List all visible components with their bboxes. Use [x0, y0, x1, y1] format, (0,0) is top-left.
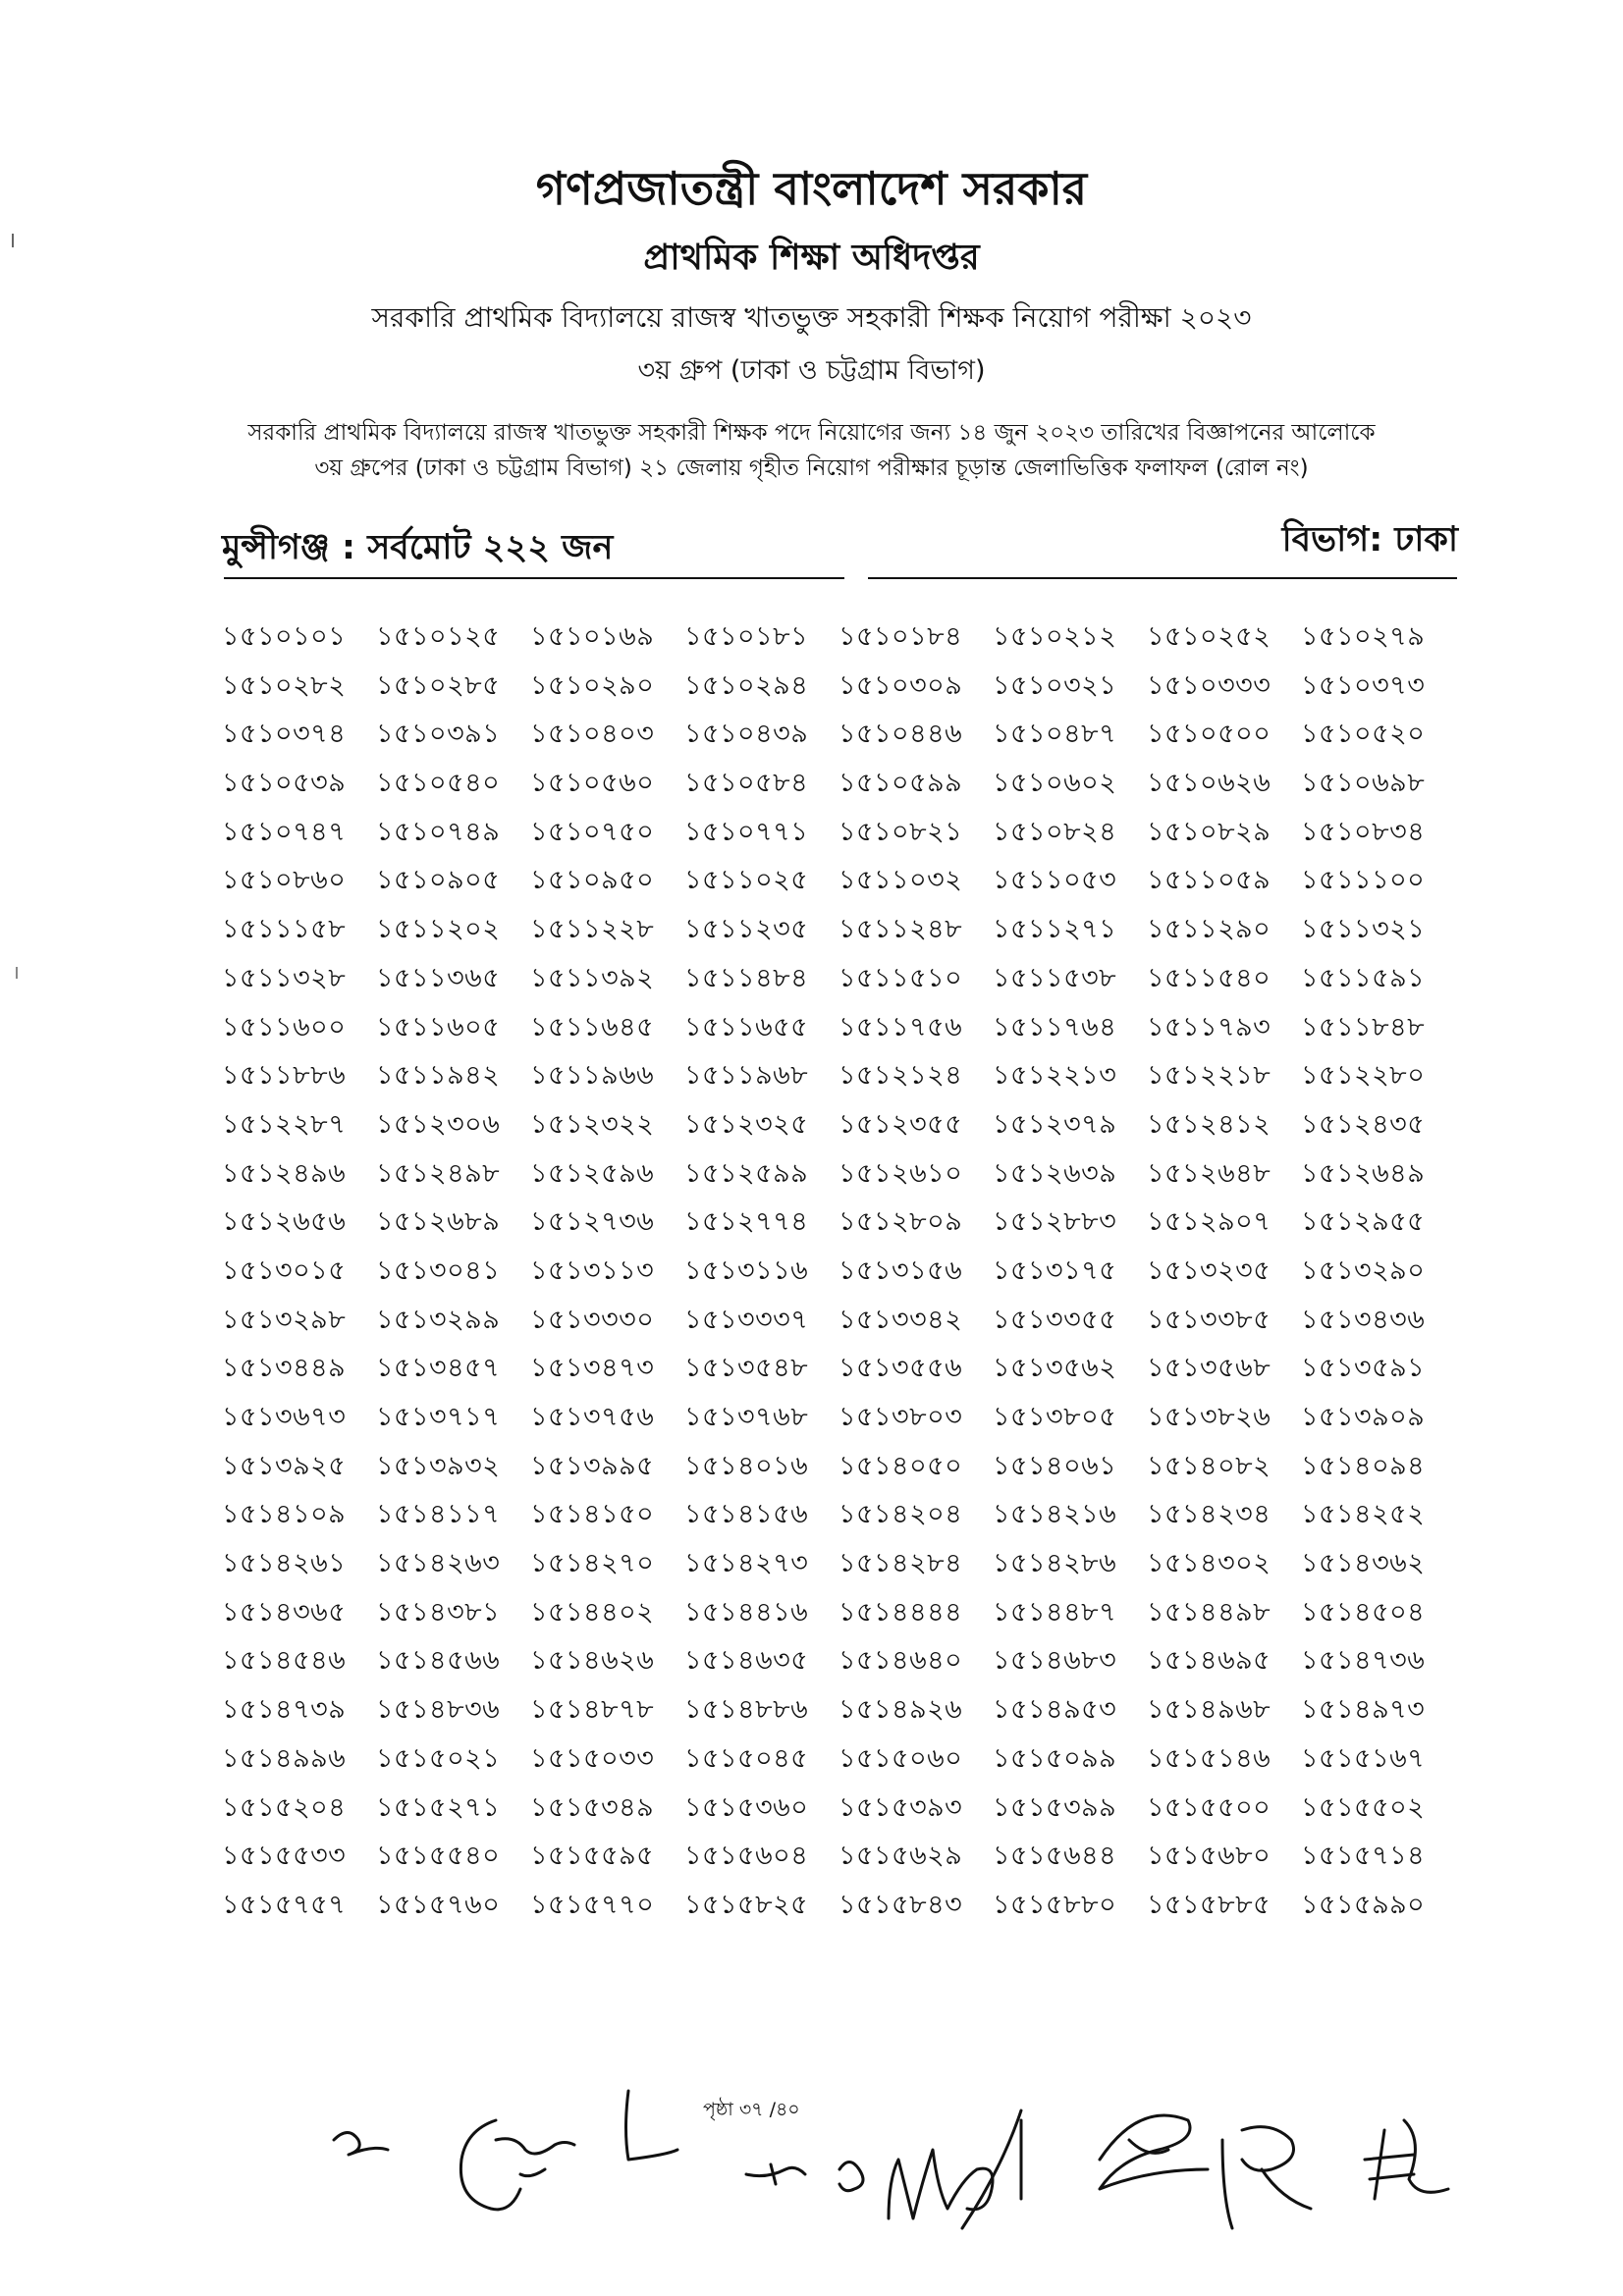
roll-number: ১৫১৪৬৪০: [839, 1645, 963, 1677]
roll-number: ১৫১২৫৯৬: [530, 1157, 655, 1189]
roll-number: ১৫১৩২৯৯: [376, 1304, 501, 1335]
roll-number: ১৫১১৯৬৮: [684, 1060, 809, 1092]
roll-number: ১৫১৪৫৪৬: [222, 1645, 347, 1677]
roll-number: ১৫১৩৭১৭: [376, 1402, 501, 1432]
roll-number: ১৫১২৯৫৫: [1301, 1206, 1426, 1238]
roll-number: ১৫১১৬০০: [222, 1011, 347, 1042]
roll-number: ১৫১২৬৮৯: [376, 1206, 501, 1238]
roll-number: ১৫১১৩৯২: [530, 962, 655, 993]
roll-number: ১৫১২২১৮: [1147, 1060, 1271, 1092]
roll-number: ১৫১৫৩৯৯: [993, 1791, 1117, 1823]
roll-number: ১৫১৫৫৪০: [376, 1841, 501, 1872]
roll-number: ১৫১০৭৪৭: [222, 816, 347, 847]
roll-number: ১৫১৪০৯৪: [1301, 1450, 1426, 1481]
roll-number: ১৫১৫১৬৭: [1301, 1742, 1426, 1774]
roll-number: ১৫১১৭৫৬: [839, 1011, 963, 1042]
roll-number: ১৫১৪৯২৬: [839, 1694, 963, 1726]
roll-row: [222, 1201, 1488, 1251]
roll-number: ১৫১৫৩৬০: [684, 1791, 809, 1823]
roll-number: ১৫১৩৫৪৮: [684, 1353, 809, 1384]
roll-number: ১৫১৩৩৫৫: [993, 1304, 1117, 1335]
roll-number: ১৫১০৩০৯: [839, 669, 963, 701]
roll-number: ১৫১১০৫৯: [1147, 865, 1271, 896]
roll-number: ১৫১২৮৮৩: [993, 1206, 1117, 1238]
roll-number: ১৫১৪০৬১: [993, 1450, 1117, 1481]
roll-number: ১৫১২৬৫৬: [222, 1206, 347, 1238]
roll-row: [222, 1885, 1488, 1934]
roll-number: ১৫১৪৬৯৫: [1147, 1645, 1271, 1677]
roll-row: [222, 860, 1488, 909]
signature-mark: [334, 2133, 388, 2156]
roll-number: ১৫১১৯৬৬: [530, 1060, 655, 1092]
roll-row: [222, 1788, 1488, 1837]
roll-number: ১৫১২৫৯৯: [684, 1157, 809, 1189]
roll-number: ১৫১৩৩৩০: [530, 1304, 655, 1335]
roll-number: ১৫১৫৯৯০: [1301, 1889, 1426, 1920]
roll-number: ১৫১৩২৯০: [1301, 1255, 1426, 1286]
roll-number: ১৫১১৪৮৪: [684, 962, 809, 993]
roll-number: ১৫১৪৬৮৩: [993, 1645, 1117, 1677]
roll-number: ১৫১২৪১২: [1147, 1108, 1271, 1140]
roll-number: ১৫১৩৯৩২: [376, 1450, 501, 1481]
roll-number: ১৫১৫৫৯৫: [530, 1841, 655, 1872]
roll-number: ১৫১৩১৭৫: [993, 1255, 1117, 1286]
roll-number: ১৫১১৬৫৫: [684, 1011, 809, 1042]
divider-line: [224, 577, 844, 579]
roll-number: ১৫১০৫০০: [1147, 719, 1271, 750]
roll-number: ১৫১৩৩৩৭: [684, 1304, 809, 1335]
roll-number: ১৫১৫০৬০: [839, 1742, 963, 1774]
roll-number: ১৫১১৮৪৮: [1301, 1011, 1426, 1042]
roll-number: ১৫১১৭৬৪: [993, 1011, 1117, 1042]
roll-number: ১৫১৩৫৯১: [1301, 1353, 1426, 1384]
roll-number: ১৫১৪৪৯৮: [1147, 1596, 1271, 1628]
roll-number: ১৫১০৭৪৯: [376, 816, 501, 847]
roll-number: ১৫১৩৪৫৭: [376, 1353, 501, 1384]
roll-number: ১৫১১০৫৩: [993, 865, 1117, 896]
roll-number: ১৫১৪২৩৪: [1147, 1499, 1271, 1530]
roll-number: ১৫১২৭৩৬: [530, 1206, 655, 1238]
roll-number: ১৫১৩৯০৯: [1301, 1402, 1426, 1432]
roll-number: ১৫১০৪৮৭: [993, 719, 1117, 750]
roll-number: ১৫১১৮৮৬: [222, 1060, 347, 1092]
roll-number: ১৫১৩০১৫: [222, 1255, 347, 1286]
roll-number: ১৫১৫২০৪: [222, 1791, 347, 1823]
roll-number: ১৫১০৪৩৯: [684, 719, 809, 750]
roll-number: ১৫১৪৩৬২: [1301, 1548, 1426, 1579]
roll-number: ১৫১২২৮০: [1301, 1060, 1426, 1092]
roll-number: ১৫১৩২৯৮: [222, 1304, 347, 1335]
roll-row: [222, 1446, 1488, 1495]
roll-number: ১৫১১৫৯১: [1301, 962, 1426, 993]
directorate-title: প্রাথমিক শিক্ষা অধিদপ্তর: [643, 238, 980, 278]
roll-number: ১৫১৪১৫০: [530, 1499, 655, 1530]
roll-number: ১৫১৫৭৫৭: [222, 1889, 347, 1920]
roll-row: [222, 1592, 1488, 1641]
roll-number: ১৫১২২৮৭: [222, 1108, 347, 1140]
roll-number: ১৫১০৭৫০: [530, 816, 655, 847]
roll-row: [222, 714, 1488, 763]
roll-number: ১৫১৩৪৭৩: [530, 1353, 655, 1384]
roll-number: ১৫১৪৩৮১: [376, 1596, 501, 1628]
roll-number: ১৫১৫৫০০: [1147, 1791, 1271, 1823]
roll-number: ১৫১৪৯৬৮: [1147, 1694, 1271, 1726]
roll-number: ১৫১৫১৪৬: [1147, 1742, 1271, 1774]
roll-number: ১৫১৫৬২৯: [839, 1841, 963, 1872]
roll-number: ১৫১৫৮৮০: [993, 1889, 1117, 1920]
roll-number: ১৫১৪৬৩৫: [684, 1645, 809, 1677]
roll-number: ১৫১৪৪৪৪: [839, 1596, 963, 1628]
roll-number: ১৫১৫৬৪৪: [993, 1841, 1117, 1872]
roll-number: ১৫১৩৭৬৮: [684, 1402, 809, 1432]
roll-number: ১৫১৩৩৮৫: [1147, 1304, 1271, 1335]
roll-row: [222, 909, 1488, 958]
roll-number: ১৫১৩৬৭৩: [222, 1402, 347, 1432]
roll-number: ১৫১২২১৩: [993, 1060, 1117, 1092]
roll-number: ১৫১৩৫৬৮: [1147, 1353, 1271, 1384]
roll-number: ১৫১২৬৩৯: [993, 1157, 1117, 1189]
roll-number: ১৫১১৫৪০: [1147, 962, 1271, 993]
roll-number: ১৫১৪৩০২: [1147, 1548, 1271, 1579]
roll-number: ১৫১০১৮৪: [839, 621, 963, 652]
signature-mark: [1365, 2120, 1448, 2199]
roll-number: ১৫১৫৫০২: [1301, 1791, 1426, 1823]
roll-row: [222, 1689, 1488, 1738]
roll-number: ১৫১০২১২: [993, 621, 1117, 652]
roll-number: ১৫১০৩৯১: [376, 719, 501, 750]
roll-number: ১৫১০৮২১: [839, 816, 963, 847]
roll-number: ১৫১৩১১৩: [530, 1255, 655, 1286]
roll-number: ১৫১৫৭৭০: [530, 1889, 655, 1920]
roll-number: ১৫১১২৪৮: [839, 914, 963, 945]
roll-number: ১৫১২৭৭৪: [684, 1206, 809, 1238]
roll-number: ১৫১৪১৫৬: [684, 1499, 809, 1530]
roll-number: ১৫১৩১৫৬: [839, 1255, 963, 1286]
roll-number: ১৫১২৩২৫: [684, 1108, 809, 1140]
roll-number: ১৫১৪৯৭৩: [1301, 1694, 1426, 1726]
roll-number: ১৫১২১২৪: [839, 1060, 963, 1092]
roll-row: [222, 1494, 1488, 1543]
roll-number: ১৫১৫৩৯৩: [839, 1791, 963, 1823]
roll-number: ১৫১৩৫৫৬: [839, 1353, 963, 1384]
roll-row: [222, 1055, 1488, 1104]
margin-mark: [16, 967, 18, 979]
roll-number: ১৫১৪২৬১: [222, 1548, 347, 1579]
roll-number: ১৫১০৩৭৩: [1301, 669, 1426, 701]
roll-number: ১৫১১৫১০: [839, 962, 963, 993]
signature-mark: [746, 2163, 863, 2191]
roll-row: [222, 1543, 1488, 1592]
roll-number: ১৫১১৫৩৮: [993, 962, 1117, 993]
roll-number: ১৫১০৮৬০: [222, 865, 347, 896]
roll-number: ১৫১০৮২৪: [993, 816, 1117, 847]
roll-number: ১৫১৪১১৭: [376, 1499, 501, 1530]
divider-line: [868, 577, 1457, 579]
roll-number: ১৫১০২৫২: [1147, 621, 1271, 652]
roll-number: ১৫১২৬৪৮: [1147, 1157, 1271, 1189]
roll-row: [222, 666, 1488, 715]
roll-number: ১৫১১১০০: [1301, 865, 1426, 896]
roll-number: ১৫১০৩৩৩: [1147, 669, 1271, 701]
roll-number: ১৫১০৬৯৮: [1301, 768, 1426, 799]
district-heading: মুন্সীগঞ্জ : সর্বমোট ২২২ জন: [222, 528, 614, 567]
roll-row: [222, 1738, 1488, 1788]
roll-number: ১৫১০৫৮৪: [684, 768, 809, 799]
roll-number: ১৫১২৩২২: [530, 1108, 655, 1140]
roll-number: ১৫১৩৪৪৯: [222, 1353, 347, 1384]
roll-number: ১৫১৫৩৪৯: [530, 1791, 655, 1823]
roll-number: ১৫১৫২৭১: [376, 1791, 501, 1823]
roll-row: [222, 1397, 1488, 1446]
roll-number: ১৫১৩৪৩৬: [1301, 1304, 1426, 1335]
signature-mark: [1100, 2115, 1208, 2189]
signature-mark: [889, 2110, 1021, 2228]
roll-number: ১৫১৫৫৩৩: [222, 1841, 347, 1872]
roll-number: ১৫১৫৭৬০: [376, 1889, 501, 1920]
roll-row: [222, 1640, 1488, 1689]
roll-number: ১৫১০২৭৯: [1301, 621, 1426, 652]
roll-number: ১৫১৪২৬৩: [376, 1548, 501, 1579]
roll-row: [222, 1836, 1488, 1885]
roll-number: ১৫১৫০৩৩: [530, 1742, 655, 1774]
signatures: [324, 2081, 1600, 2287]
roll-number: ১৫১০৬২৬: [1147, 768, 1271, 799]
roll-number: ১৫১১১৫৮: [222, 914, 347, 945]
exam-title: সরকারি প্রাথমিক বিদ্যালয়ে রাজস্ব খাতভুক্ত সহকারী শিক্ষক নিয়োগ পরীক্ষা ২০২৩: [371, 301, 1252, 334]
roll-row: [222, 958, 1488, 1007]
roll-number: ১৫১১৯৪২: [376, 1060, 501, 1092]
roll-number: ১৫১৩৮০৫: [993, 1402, 1117, 1432]
roll-number: ১৫১৪০১৬: [684, 1450, 809, 1481]
roll-number: ১৫১০৯০৫: [376, 865, 501, 896]
roll-number: ১৫১২৯০৭: [1147, 1206, 1271, 1238]
roll-number: ১৫১৩৩৪২: [839, 1304, 963, 1335]
roll-number: ১৫১৩৯৯৫: [530, 1450, 655, 1481]
roll-number: ১৫১১২০২: [376, 914, 501, 945]
roll-row: [222, 812, 1488, 861]
roll-number: ১৫১৩৮২৬: [1147, 1402, 1271, 1432]
roll-number: ১৫১৪২০৪: [839, 1499, 963, 1530]
roll-number: ১৫১৫৭১৪: [1301, 1841, 1426, 1872]
roll-row: [222, 1251, 1488, 1300]
notice-line-2: ৩য় গ্রুপের (ঢাকা ও চট্টগ্রাম বিভাগ) ২১ জেলায় গৃহীত নিয়োগ পরীক্ষার চূড়ান্ত জেলাভিত্তিক ফলাফল (রোল নং): [314, 455, 1309, 481]
roll-number: ১৫১০২৯০: [530, 669, 655, 701]
roll-number: ১৫১৪৪০২: [530, 1596, 655, 1628]
roll-number: ১৫১৪৭৩৯: [222, 1694, 347, 1726]
roll-number: ১৫১৪৬২৬: [530, 1645, 655, 1677]
group-title: ৩য় গ্রুপ (ঢাকা ও চট্টগ্রাম বিভাগ): [637, 355, 986, 386]
roll-number: ১৫১০৫৬০: [530, 768, 655, 799]
division-label: বিভাগ: ঢাকা: [1281, 520, 1458, 560]
signature-mark: [1222, 2127, 1311, 2228]
roll-number: ১৫১৪৮৮৬: [684, 1694, 809, 1726]
roll-number: ১৫১১২৭১: [993, 914, 1117, 945]
roll-row: [222, 1153, 1488, 1202]
roll-number: ১৫১০৮৩৪: [1301, 816, 1426, 847]
roll-row: [222, 1104, 1488, 1153]
roll-number: ১৫১৩৯২৫: [222, 1450, 347, 1481]
roll-number: ১৫১৪২৫২: [1301, 1499, 1426, 1530]
roll-number: ১৫১১০৩২: [839, 865, 963, 896]
roll-number: ১৫১২৮০৯: [839, 1206, 963, 1238]
roll-number: ১৫১০২৯৪: [684, 669, 809, 701]
roll-number: ১৫১৫৮৪৩: [839, 1889, 963, 1920]
roll-number: ১৫১১২৯০: [1147, 914, 1271, 945]
roll-number: ১৫১২৩০৬: [376, 1108, 501, 1140]
roll-number: ১৫১০২৮২: [222, 669, 347, 701]
roll-number: ১৫১২৬৪৯: [1301, 1157, 1426, 1189]
roll-number: ১৫১০৩২১: [993, 669, 1117, 701]
roll-number: ১৫১১০২৫: [684, 865, 809, 896]
roll-number: ১৫১৫০৯৯: [993, 1742, 1117, 1774]
roll-number: ১৫১০২৮৫: [376, 669, 501, 701]
roll-number: ১৫১৪৩৬৫: [222, 1596, 347, 1628]
notice-line-1: সরকারি প্রাথমিক বিদ্যালয়ে রাজস্ব খাতভুক্ত সহকারী শিক্ষক পদে নিয়োগের জন্য ১৪ জুন ২০২৩ তারিখের বিজ্ঞাপনের আলোকে: [247, 420, 1376, 446]
roll-number: ১৫১০৯৫০: [530, 865, 655, 896]
roll-number: ১৫১১২২৮: [530, 914, 655, 945]
roll-row: [222, 1300, 1488, 1349]
roll-number: ১৫১৪১০৯: [222, 1499, 347, 1530]
roll-number: ১৫১৩৫৬২: [993, 1353, 1117, 1384]
roll-number: ১৫১৪২৭৩: [684, 1548, 809, 1579]
roll-number: ১৫১৪২৮৪: [839, 1548, 963, 1579]
roll-number: ১৫১৫৬৮০: [1147, 1841, 1271, 1872]
roll-number: ১৫১৫০২১: [376, 1742, 501, 1774]
roll-number: ১৫১২৪৯৬: [222, 1157, 347, 1189]
roll-row: [222, 1348, 1488, 1397]
roll-number: ১৫১৪৯৯৬: [222, 1742, 347, 1774]
roll-number: ১৫১৪৮৭৮: [530, 1694, 655, 1726]
signature-mark: [460, 2091, 677, 2210]
roll-number: ১৫১১২৩৫: [684, 914, 809, 945]
roll-number: ১৫১১৬০৫: [376, 1011, 501, 1042]
roll-number: ১৫১৪৮৩৬: [376, 1694, 501, 1726]
roll-number: ১৫১২৪৯৮: [376, 1157, 501, 1189]
roll-row: [222, 616, 1488, 666]
roll-number: ১৫১৪৭৩৬: [1301, 1645, 1426, 1677]
roll-number: ১৫১৪৫৬৬: [376, 1645, 501, 1677]
roll-number: ১৫১০১০১: [222, 621, 347, 652]
roll-number: ১৫১৩১১৬: [684, 1255, 809, 1286]
roll-number: ১৫১০৭৭১: [684, 816, 809, 847]
roll-number: ১৫১৫০৪৫: [684, 1742, 809, 1774]
roll-number: ১৫১৩০৪১: [376, 1255, 501, 1286]
roll-number: ১৫১০৫৪০: [376, 768, 501, 799]
roll-number: ১৫১৪৪৮৭: [993, 1596, 1117, 1628]
roll-number: ১৫১৫৮৮৫: [1147, 1889, 1271, 1920]
roll-number: ১৫১৩৮০৩: [839, 1402, 963, 1432]
roll-number: ১৫১০৪০৩: [530, 719, 655, 750]
roll-number: ১৫১০৫৩৯: [222, 768, 347, 799]
roll-number-grid: [222, 616, 1488, 1934]
roll-number: ১৫১৪৪১৬: [684, 1596, 809, 1628]
roll-number: ১৫১০১৮১: [684, 621, 809, 652]
roll-number: ১৫১০১৬৯: [530, 621, 655, 652]
roll-number: ১৫১১৩২৮: [222, 962, 347, 993]
roll-number: ১৫১৫৬০৪: [684, 1841, 809, 1872]
roll-number: ১৫১৫৮২৫: [684, 1889, 809, 1920]
roll-row: [222, 763, 1488, 812]
roll-number: ১৫১৪০৮২: [1147, 1450, 1271, 1481]
roll-number: ১৫১২৪৩৫: [1301, 1108, 1426, 1140]
roll-number: ১৫১০৫৯৯: [839, 768, 963, 799]
page-number: পৃষ্ঠা ৩৭ /৪০: [703, 2099, 800, 2120]
roll-number: ১৫১৩২৩৫: [1147, 1255, 1271, 1286]
roll-number: ১৫১০৮২৯: [1147, 816, 1271, 847]
roll-number: ১৫১২৩৭৯: [993, 1108, 1117, 1140]
roll-number: ১৫১১৩২১: [1301, 914, 1426, 945]
roll-number: ১৫১৪৫০৪: [1301, 1596, 1426, 1628]
roll-number: ১৫১১৩৬৫: [376, 962, 501, 993]
roll-number: ১৫১১৬৪৫: [530, 1011, 655, 1042]
roll-number: ১৫১৩৭৫৬: [530, 1402, 655, 1432]
roll-number: ১৫১০৪৪৬: [839, 719, 963, 750]
roll-number: ১৫১৪৯৫৩: [993, 1694, 1117, 1726]
government-title: গণপ্রজাতন্ত্রী বাংলাদেশ সরকার: [535, 162, 1088, 215]
roll-number: ১৫১২৩৫৫: [839, 1108, 963, 1140]
roll-row: [222, 1007, 1488, 1056]
roll-number: ১৫১৪২১৬: [993, 1499, 1117, 1530]
roll-number: ১৫১০৬০২: [993, 768, 1117, 799]
roll-number: ১৫১১৭৯৩: [1147, 1011, 1271, 1042]
roll-number: ১৫১২৬১০: [839, 1157, 963, 1189]
roll-number: ১৫১০৫২০: [1301, 719, 1426, 750]
roll-number: ১৫১৪২৮৬: [993, 1548, 1117, 1579]
roll-number: ১৫১৪২৭০: [530, 1548, 655, 1579]
roll-number: ১৫১৪০৫০: [839, 1450, 963, 1481]
roll-number: ১৫১০৩৭৪: [222, 719, 347, 750]
roll-number: ১৫১০১২৫: [376, 621, 501, 652]
